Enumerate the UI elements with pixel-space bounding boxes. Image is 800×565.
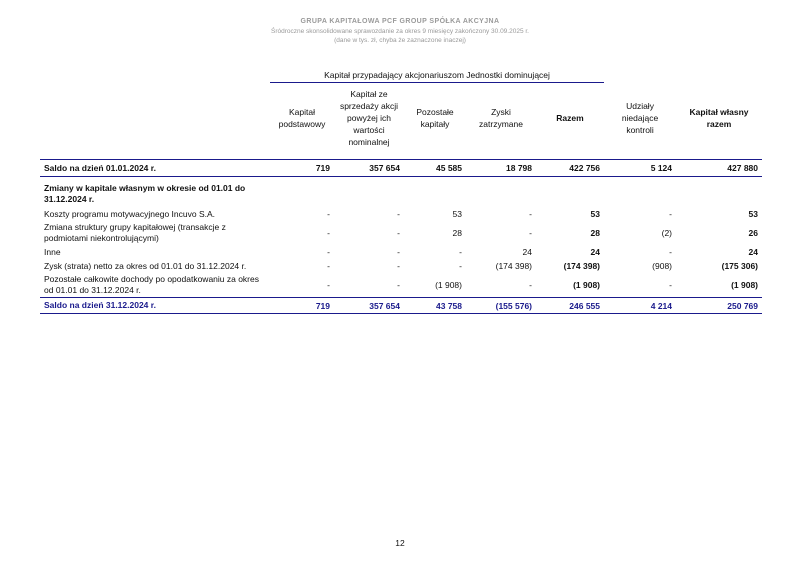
cell: 53: [452, 209, 462, 219]
row-label: Saldo na dzień 01.01.2024 r.: [40, 160, 270, 177]
cell: (908): [652, 261, 673, 271]
cell: -: [397, 261, 400, 271]
row-label: Koszty programu motywacyjnego Incuvo S.A.: [44, 208, 216, 219]
cell: 28: [452, 228, 462, 238]
cell: 24: [522, 247, 532, 257]
cell: 422 756: [536, 160, 604, 177]
cell: -: [529, 209, 532, 219]
cell: -: [669, 247, 673, 257]
cell: -: [459, 247, 462, 257]
cell: 719: [270, 160, 334, 177]
cell: -: [397, 247, 400, 257]
cell: (1 908): [573, 280, 601, 290]
row-label: Saldo na dzień 31.12.2024 r.: [40, 298, 270, 314]
cell: 427 880: [676, 160, 762, 177]
cell: (155 576): [466, 298, 536, 314]
cell: (1 908): [731, 280, 759, 290]
table-row: [40, 221, 762, 245]
cell: 45 585: [404, 160, 466, 177]
cell: -: [669, 280, 673, 290]
row-label: Inne: [44, 246, 61, 257]
cell: (1 908): [435, 280, 462, 290]
row-label: Pozostałe całkowite dochody po opodatkowaniu za okres od 01.01 do 31.12.2024 r.: [44, 274, 259, 295]
page-number: 12: [395, 538, 405, 548]
table-row: [40, 259, 762, 273]
cell: 4 214: [604, 298, 676, 314]
col-header-non-controlling: Udziały niedające kontroli: [604, 83, 676, 160]
report-subtitle: Śródroczne skonsolidowane sprawozdanie za okres 9 miesięcy zakończony 30.09.2025 r.: [271, 28, 529, 35]
cell: 43 758: [404, 298, 466, 314]
cell: 250 769: [676, 298, 762, 314]
cell: 719: [270, 298, 334, 314]
col-header-share-premium: Kapitał ze sprzedaży akcji powyżej ich wartości nominalnej: [334, 83, 404, 160]
cell: -: [529, 280, 532, 290]
company-title: GRUPA KAPITAŁOWA PCF GROUP SPÓŁKA AKCYJNA: [300, 18, 500, 25]
col-header-other-capital: Pozostałe kapitały: [404, 83, 466, 160]
units-note: (dane w tys. zł, chyba że zaznaczone inaczej): [334, 37, 466, 44]
cell: (2): [661, 228, 673, 238]
cell: (174 398): [563, 261, 601, 271]
changes-header-row: [40, 177, 762, 208]
row-label: Zmiana struktury grupy kapitałowej (transakcje z podmiotami niekontrolującymi): [44, 222, 226, 243]
col-header-share-capital: Kapitał podstawowy: [270, 83, 334, 160]
row-label: Zysk (strata) netto za okres od 01.01 do 31.12.2024 r.: [44, 260, 247, 271]
col-header-total-equity: Kapitał własny razem: [676, 83, 762, 160]
cell: 246 555: [536, 298, 604, 314]
cell: -: [459, 261, 462, 271]
cell: (175 306): [721, 261, 759, 271]
cell: 24: [590, 247, 601, 257]
group-header-row: [40, 68, 762, 83]
cell: 28: [590, 228, 601, 238]
group-header: Kapitał przypadający akcjonariuszom Jednostki dominującej: [270, 68, 604, 83]
cell: -: [529, 228, 532, 238]
saldo-start-row: [40, 160, 762, 177]
cell: 53: [748, 209, 759, 219]
saldo-end-row: [40, 298, 762, 314]
cell: 357 654: [334, 298, 404, 314]
cell: 53: [590, 209, 601, 219]
cell: 5 124: [604, 160, 676, 177]
cell: 26: [748, 228, 759, 238]
changes-header: Zmiany w kapitale własnym w okresie od 01.01 do 31.12.2024 r.: [44, 183, 246, 204]
table-row: [40, 207, 762, 221]
cell: -: [397, 209, 400, 219]
cell: -: [327, 280, 330, 290]
table-row: [40, 273, 762, 298]
cell: (174 398): [495, 261, 532, 271]
column-header-row: [40, 83, 762, 160]
cell: -: [397, 228, 400, 238]
cell: -: [397, 280, 400, 290]
cell: 18 798: [466, 160, 536, 177]
cell: -: [669, 209, 673, 219]
cell: -: [327, 228, 330, 238]
cell: -: [327, 247, 330, 257]
equity-changes-table: [40, 68, 762, 314]
cell: -: [327, 209, 330, 219]
cell: -: [327, 261, 330, 271]
cell: 24: [748, 247, 759, 257]
equity-table-wrapper: [40, 68, 762, 314]
col-header-total: Razem: [536, 83, 604, 160]
cell: 357 654: [334, 160, 404, 177]
col-header-retained-earnings: Zyski zatrzymane: [466, 83, 536, 160]
table-row: [40, 245, 762, 259]
